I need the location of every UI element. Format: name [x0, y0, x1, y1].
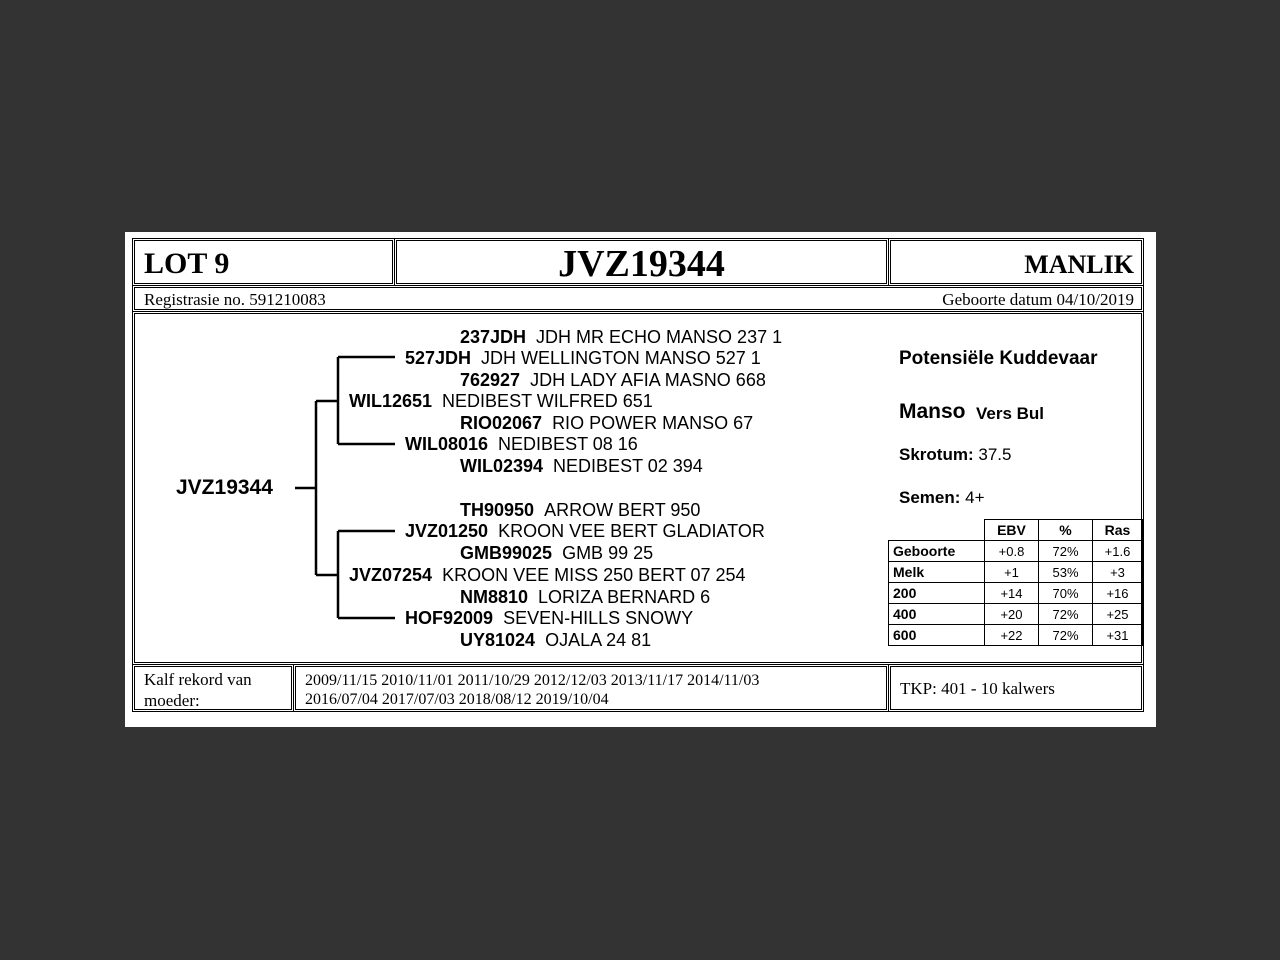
pedigree-entry — [405, 433, 638, 455]
ebv-header-row — [889, 520, 1143, 541]
calf-dates-box — [293, 664, 889, 712]
entry-name: LORIZA BERNARD 6 — [538, 587, 711, 607]
pedigree-entry — [460, 455, 703, 477]
entry-code: JVZ07254 — [349, 565, 433, 585]
calf-record-label-box — [132, 664, 294, 712]
pedigree-entry — [460, 586, 710, 608]
pedigree-entry — [405, 607, 693, 629]
calf-dates-line-2: 2016/07/04 2017/07/03 2018/08/12 2019/10/04 — [305, 691, 609, 708]
entry-name: SEVEN-HILLS SNOWY — [503, 608, 694, 628]
breed: Manso — [899, 400, 966, 423]
semen-line — [899, 488, 985, 508]
pct-value: 70% — [1039, 583, 1093, 604]
entry-code: RIO02067 — [460, 413, 543, 433]
ebv-table — [888, 519, 1143, 646]
lot-number: LOT 9 — [144, 247, 230, 280]
scrotum-label: Skrotum: — [899, 445, 974, 464]
entry-code: 527JDH — [405, 348, 472, 368]
pct-header: % — [1039, 520, 1093, 541]
pedigree-entry — [460, 499, 700, 521]
registration-number: Registrasie no. 591210083 — [144, 290, 326, 309]
pedigree-entry — [349, 390, 653, 412]
pedigree-entry — [460, 326, 782, 348]
pct-value: 72% — [1039, 625, 1093, 646]
entry-name: NEDIBEST 02 394 — [553, 456, 703, 476]
pedigree-entry — [405, 347, 761, 369]
calf-record-label-line-2: moeder: — [144, 691, 200, 710]
tkp-value: TKP: 401 - 10 kalwers — [900, 679, 1055, 698]
ras-value: +25 — [1093, 604, 1143, 625]
ras-header: Ras — [1093, 520, 1143, 541]
table-row — [889, 604, 1143, 625]
entry-code: JVZ01250 — [405, 521, 489, 541]
pedigree-entry — [460, 542, 653, 564]
scrotum-value: 37.5 — [978, 445, 1012, 464]
ebv-value: +14 — [985, 583, 1039, 604]
pedigree-entry — [405, 520, 765, 542]
ras-value: +16 — [1093, 583, 1143, 604]
tkp-box — [888, 664, 1144, 712]
entry-name: JDH MR ECHO MANSO 237 1 — [536, 327, 783, 347]
ras-value: +31 — [1093, 625, 1143, 646]
pedigree-entry — [460, 412, 753, 434]
pedigree-entry — [349, 564, 746, 586]
pedigree-lines — [125, 232, 1156, 727]
entry-name: OJALA 24 81 — [545, 630, 652, 650]
row-label: 200 — [889, 583, 985, 604]
entry-code: WIL08016 — [405, 434, 489, 454]
entry-code: 237JDH — [460, 327, 527, 347]
ebv-header: EBV — [985, 520, 1039, 541]
entry-code: HOF92009 — [405, 608, 494, 628]
animal-type: Vers Bul — [976, 404, 1045, 423]
sex-label: MANLIK — [1024, 250, 1134, 279]
table-row — [889, 541, 1143, 562]
semen-value: 4+ — [965, 488, 985, 507]
pedigree-entry — [460, 629, 651, 651]
ras-value: +3 — [1093, 562, 1143, 583]
potential-herdsire: Potensiële Kuddevaar — [899, 348, 1098, 369]
row-label: Geboorte — [889, 541, 985, 562]
calf-record-label-line-1: Kalf rekord van — [144, 670, 252, 689]
pct-value: 72% — [1039, 541, 1093, 562]
calf-dates — [305, 671, 759, 709]
entry-name: ARROW BERT 950 — [544, 500, 701, 520]
entry-name: KROON VEE MISS 250 BERT 07 254 — [442, 565, 746, 585]
entry-code: 762927 — [460, 370, 521, 390]
ebv-value: +0.8 — [985, 541, 1039, 562]
entry-code: NM8810 — [460, 587, 529, 607]
row-label: Melk — [889, 562, 985, 583]
row-label: 600 — [889, 625, 985, 646]
entry-code: UY81024 — [460, 630, 536, 650]
ebv-value: +22 — [985, 625, 1039, 646]
ras-value: +1.6 — [1093, 541, 1143, 562]
lot-card — [125, 232, 1156, 727]
semen-label: Semen: — [899, 488, 961, 507]
entry-name: GMB 99 25 — [562, 543, 654, 563]
entry-code: GMB99025 — [460, 543, 553, 563]
entry-code: WIL02394 — [460, 456, 544, 476]
entry-name: JDH WELLINGTON MANSO 527 1 — [481, 348, 761, 368]
row-label: 400 — [889, 604, 985, 625]
calf-record-label — [144, 669, 252, 711]
animal-id-title: JVZ19344 — [558, 243, 725, 285]
entry-name: RIO POWER MANSO 67 — [552, 413, 754, 433]
entry-code: WIL12651 — [349, 391, 433, 411]
pedigree-animal: JVZ19344 — [176, 476, 273, 499]
pct-value: 72% — [1039, 604, 1093, 625]
entry-name: NEDIBEST WILFRED 651 — [442, 391, 653, 411]
ebv-value: +20 — [985, 604, 1039, 625]
pct-value: 53% — [1039, 562, 1093, 583]
entry-name: KROON VEE BERT GLADIATOR — [498, 521, 765, 541]
ebv-value: +1 — [985, 562, 1039, 583]
birth-date: Geboorte datum 04/10/2019 — [942, 290, 1134, 309]
entry-name: NEDIBEST 08 16 — [498, 434, 638, 454]
table-row — [889, 583, 1143, 604]
table-row — [889, 625, 1143, 646]
pedigree-entry — [460, 369, 766, 391]
calf-dates-line-1: 2009/11/15 2010/11/01 2011/10/29 2012/12/03 2013/11/17 2014/11/03 — [305, 672, 760, 689]
entry-name: JDH LADY AFIA MASNO 668 — [530, 370, 766, 390]
scrotum-line — [899, 445, 1011, 465]
table-row — [889, 562, 1143, 583]
entry-code: TH90950 — [460, 500, 535, 520]
